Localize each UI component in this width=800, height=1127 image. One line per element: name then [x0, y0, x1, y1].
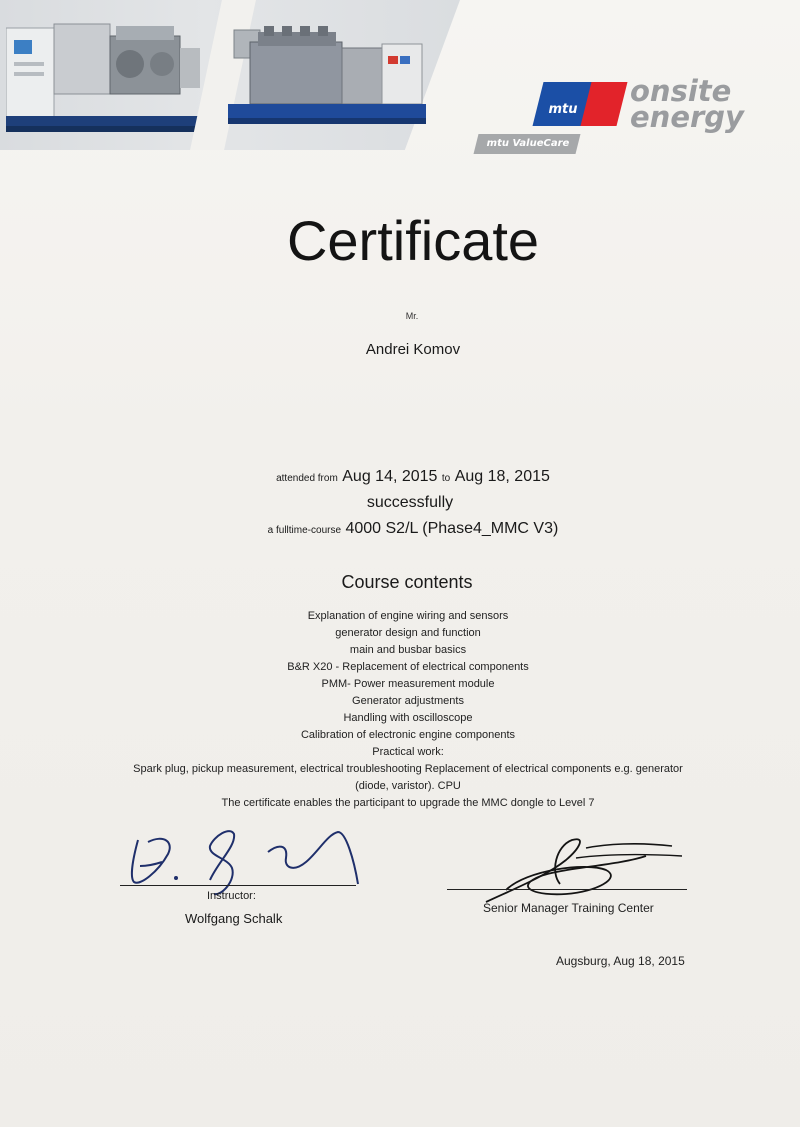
- generator-set-photo-2: [228, 22, 428, 137]
- list-item: Generator adjustments: [352, 695, 464, 707]
- list-item: B&R X20 - Replacement of electrical components: [287, 661, 529, 673]
- date-from: Aug 14, 2015: [342, 468, 438, 485]
- list-item: Calibration of electronic engine components: [300, 729, 516, 741]
- salutation: Mr.: [405, 311, 419, 321]
- logo-mark-text: mtu: [548, 102, 578, 117]
- instructor-label: Instructor:: [207, 890, 256, 902]
- senior-manager-label: Senior Manager Training Center: [483, 901, 654, 915]
- list-item: main and busbar basics: [349, 644, 467, 656]
- place-and-date: Augsburg, Aug 18, 2015: [556, 954, 685, 968]
- list-item: PMM- Power measurement module: [321, 678, 495, 690]
- attended-prefix: attended from: [276, 473, 338, 484]
- list-item: The certificate enables the participant to upgrade the MMC dongle to Level 7: [221, 797, 595, 809]
- course-name: 4000 S2/L (Phase4_MMC V3): [345, 520, 559, 537]
- instructor-name: Wolfgang Schalk: [185, 911, 283, 926]
- header-band: [0, 0, 800, 150]
- generator-set-photo-1: [6, 18, 206, 138]
- list-item: Spark plug, pickup measurement, electrical troubleshooting Replacement of electrical components e.g. generator (diode, varistor). CPU: [133, 763, 683, 792]
- course-prefix: a fulltime-course: [267, 525, 342, 536]
- certificate-title: Certificate: [286, 209, 540, 272]
- course-contents-heading: Course contents: [341, 572, 473, 592]
- logo-word-energy: energy: [630, 100, 744, 134]
- senior-manager-signature: [476, 832, 696, 912]
- result-text: successfully: [366, 494, 454, 511]
- instructor-signature-line: [120, 885, 356, 886]
- attendance-dates: [0, 468, 800, 486]
- senior-manager-signature-line: [447, 889, 687, 890]
- course-line: [0, 520, 800, 538]
- list-item: Handling with oscilloscope: [343, 712, 473, 724]
- list-item: Explanation of engine wiring and sensors: [307, 610, 509, 622]
- date-to-prefix: to: [441, 473, 451, 484]
- company-logo: [478, 76, 768, 156]
- recipient-name: Andrei Komov: [365, 341, 461, 358]
- list-item: Practical work:: [372, 746, 444, 758]
- date-to: Aug 18, 2015: [454, 468, 550, 485]
- list-item: generator design and function: [335, 627, 481, 639]
- course-contents-list: [120, 608, 696, 812]
- logo-word-onsite: onsite: [630, 74, 732, 108]
- logo-tagline: mtu ValueCare: [486, 138, 570, 149]
